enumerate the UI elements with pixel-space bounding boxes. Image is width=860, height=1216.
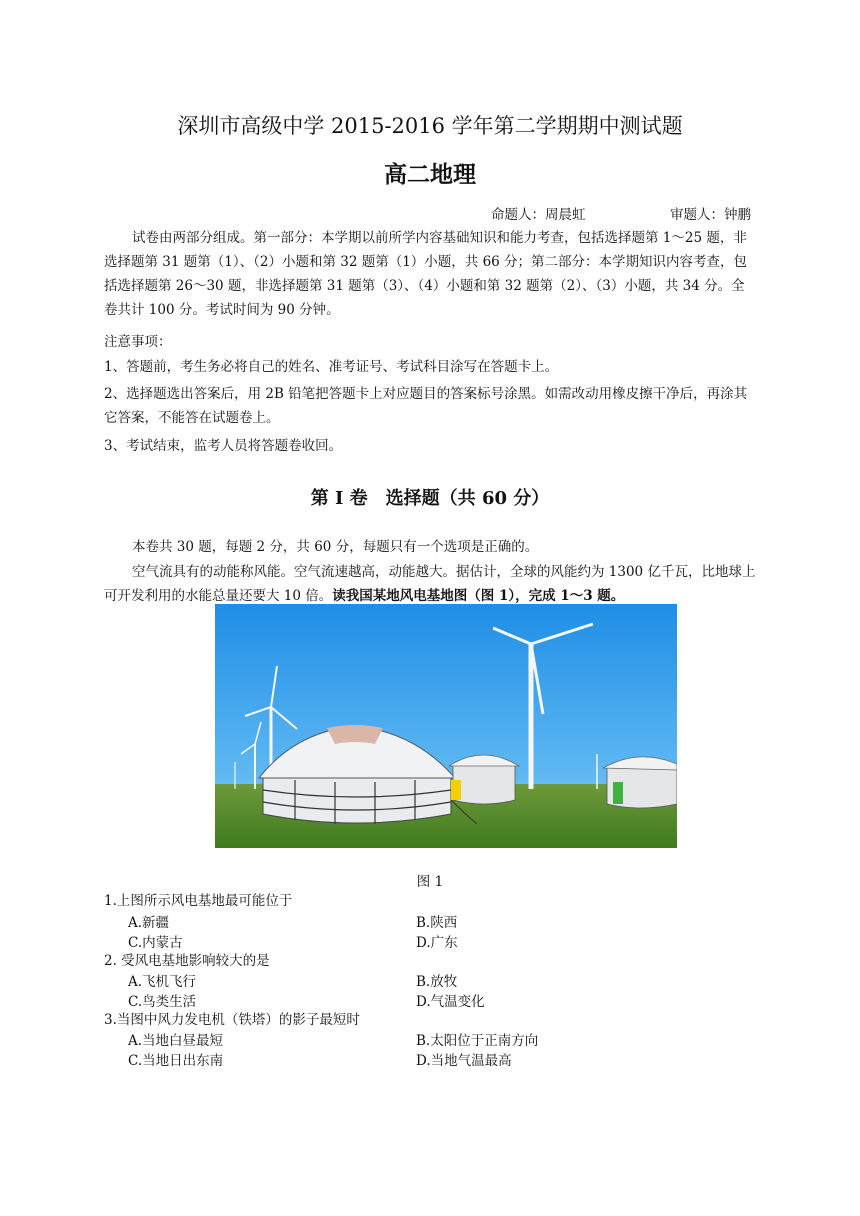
question-1-option-a: A.新疆 [128,915,170,931]
note-1: 1、答题前，考生务必将自己的姓名、准考证号、考试科目涂写在答题卡上。 [104,359,559,375]
setter-name: 命题人：周晨虹 [491,207,586,223]
question-2-option-b: B.放牧 [416,974,458,990]
question-1-option-c: C.内蒙古 [128,935,183,951]
intro-paragraph: 试卷由两部分组成。第一部分：本学期以前所学内容基础知识和能力考查，包括选择题第 1～25 题，非选择题第 31 题第（1）、（2）小题和第 32 题第（1）小题，共 66 分；第二部分：本学期知识内容考查，包括选择题第 26～30 题，非选择题第 31 题第（3）、（4）小题和第 32 题第（2）、（3）小题，共 34 分。全卷共计 100 分。考试时间为 90 分钟。 [104,230,748,318]
passage [104,560,758,608]
question-3-option-c: C.当地日出东南 [128,1053,224,1069]
question-3-option-d: D.当地气温最高 [416,1053,512,1069]
passage-instruction: 读我国某地风电基地图（图 1），完成 1～3 题。 [332,588,625,604]
subject-title: 高二地理 [384,161,476,188]
question-3-stem: 3.当图中风力发电机（铁塔）的影子最短时 [104,1012,360,1028]
note-2: 2、选择题选出答案后，用 2B 铅笔把答题卡上对应题目的答案标号涂黑。如需改动用橡皮擦干净后，再涂其它答案，不能答在试题卷上。 [104,386,748,426]
section-title: 第 I 卷 选择题（共 60 分） [310,488,550,509]
section-instruction: 本卷共 30 题，每题 2 分，共 60 分，每题只有一个选项是正确的。 [132,539,539,555]
wind-farm-photo [215,604,677,848]
notes-title: 注意事项： [104,334,172,350]
exam-title: 深圳市高级中学 2015-2016 学年第二学期期中测试题 [177,114,683,138]
question-1-option-d: D.广东 [416,935,458,951]
question-1-stem: 1.上图所示风电基地最可能位于 [104,893,293,909]
reviewer-name: 审题人：钟鹏 [670,207,751,223]
question-2-option-c: C.鸟类生活 [128,994,197,1010]
question-3-option-b: B.太阳位于正南方向 [416,1033,539,1049]
question-2-option-d: D.气温变化 [416,994,485,1010]
question-3-option-a: A.当地白昼最短 [128,1033,224,1049]
passage-text: 空气流具有的动能称风能。空气流速越高，动能越大。据估计，全球的风能约为 1300 亿千瓦，比地球上可开发利用的水能总量还要大 10 倍。 [104,564,756,604]
question-2-option-a: A.飞机飞行 [128,974,197,990]
question-2-stem: 2. 受风电基地影响较大的是 [104,953,270,969]
note-3: 3、考试结束，监考人员将答题卷收回。 [104,438,343,454]
question-1-option-b: B.陕西 [416,915,458,931]
figure-caption: 图 1 [416,874,444,890]
